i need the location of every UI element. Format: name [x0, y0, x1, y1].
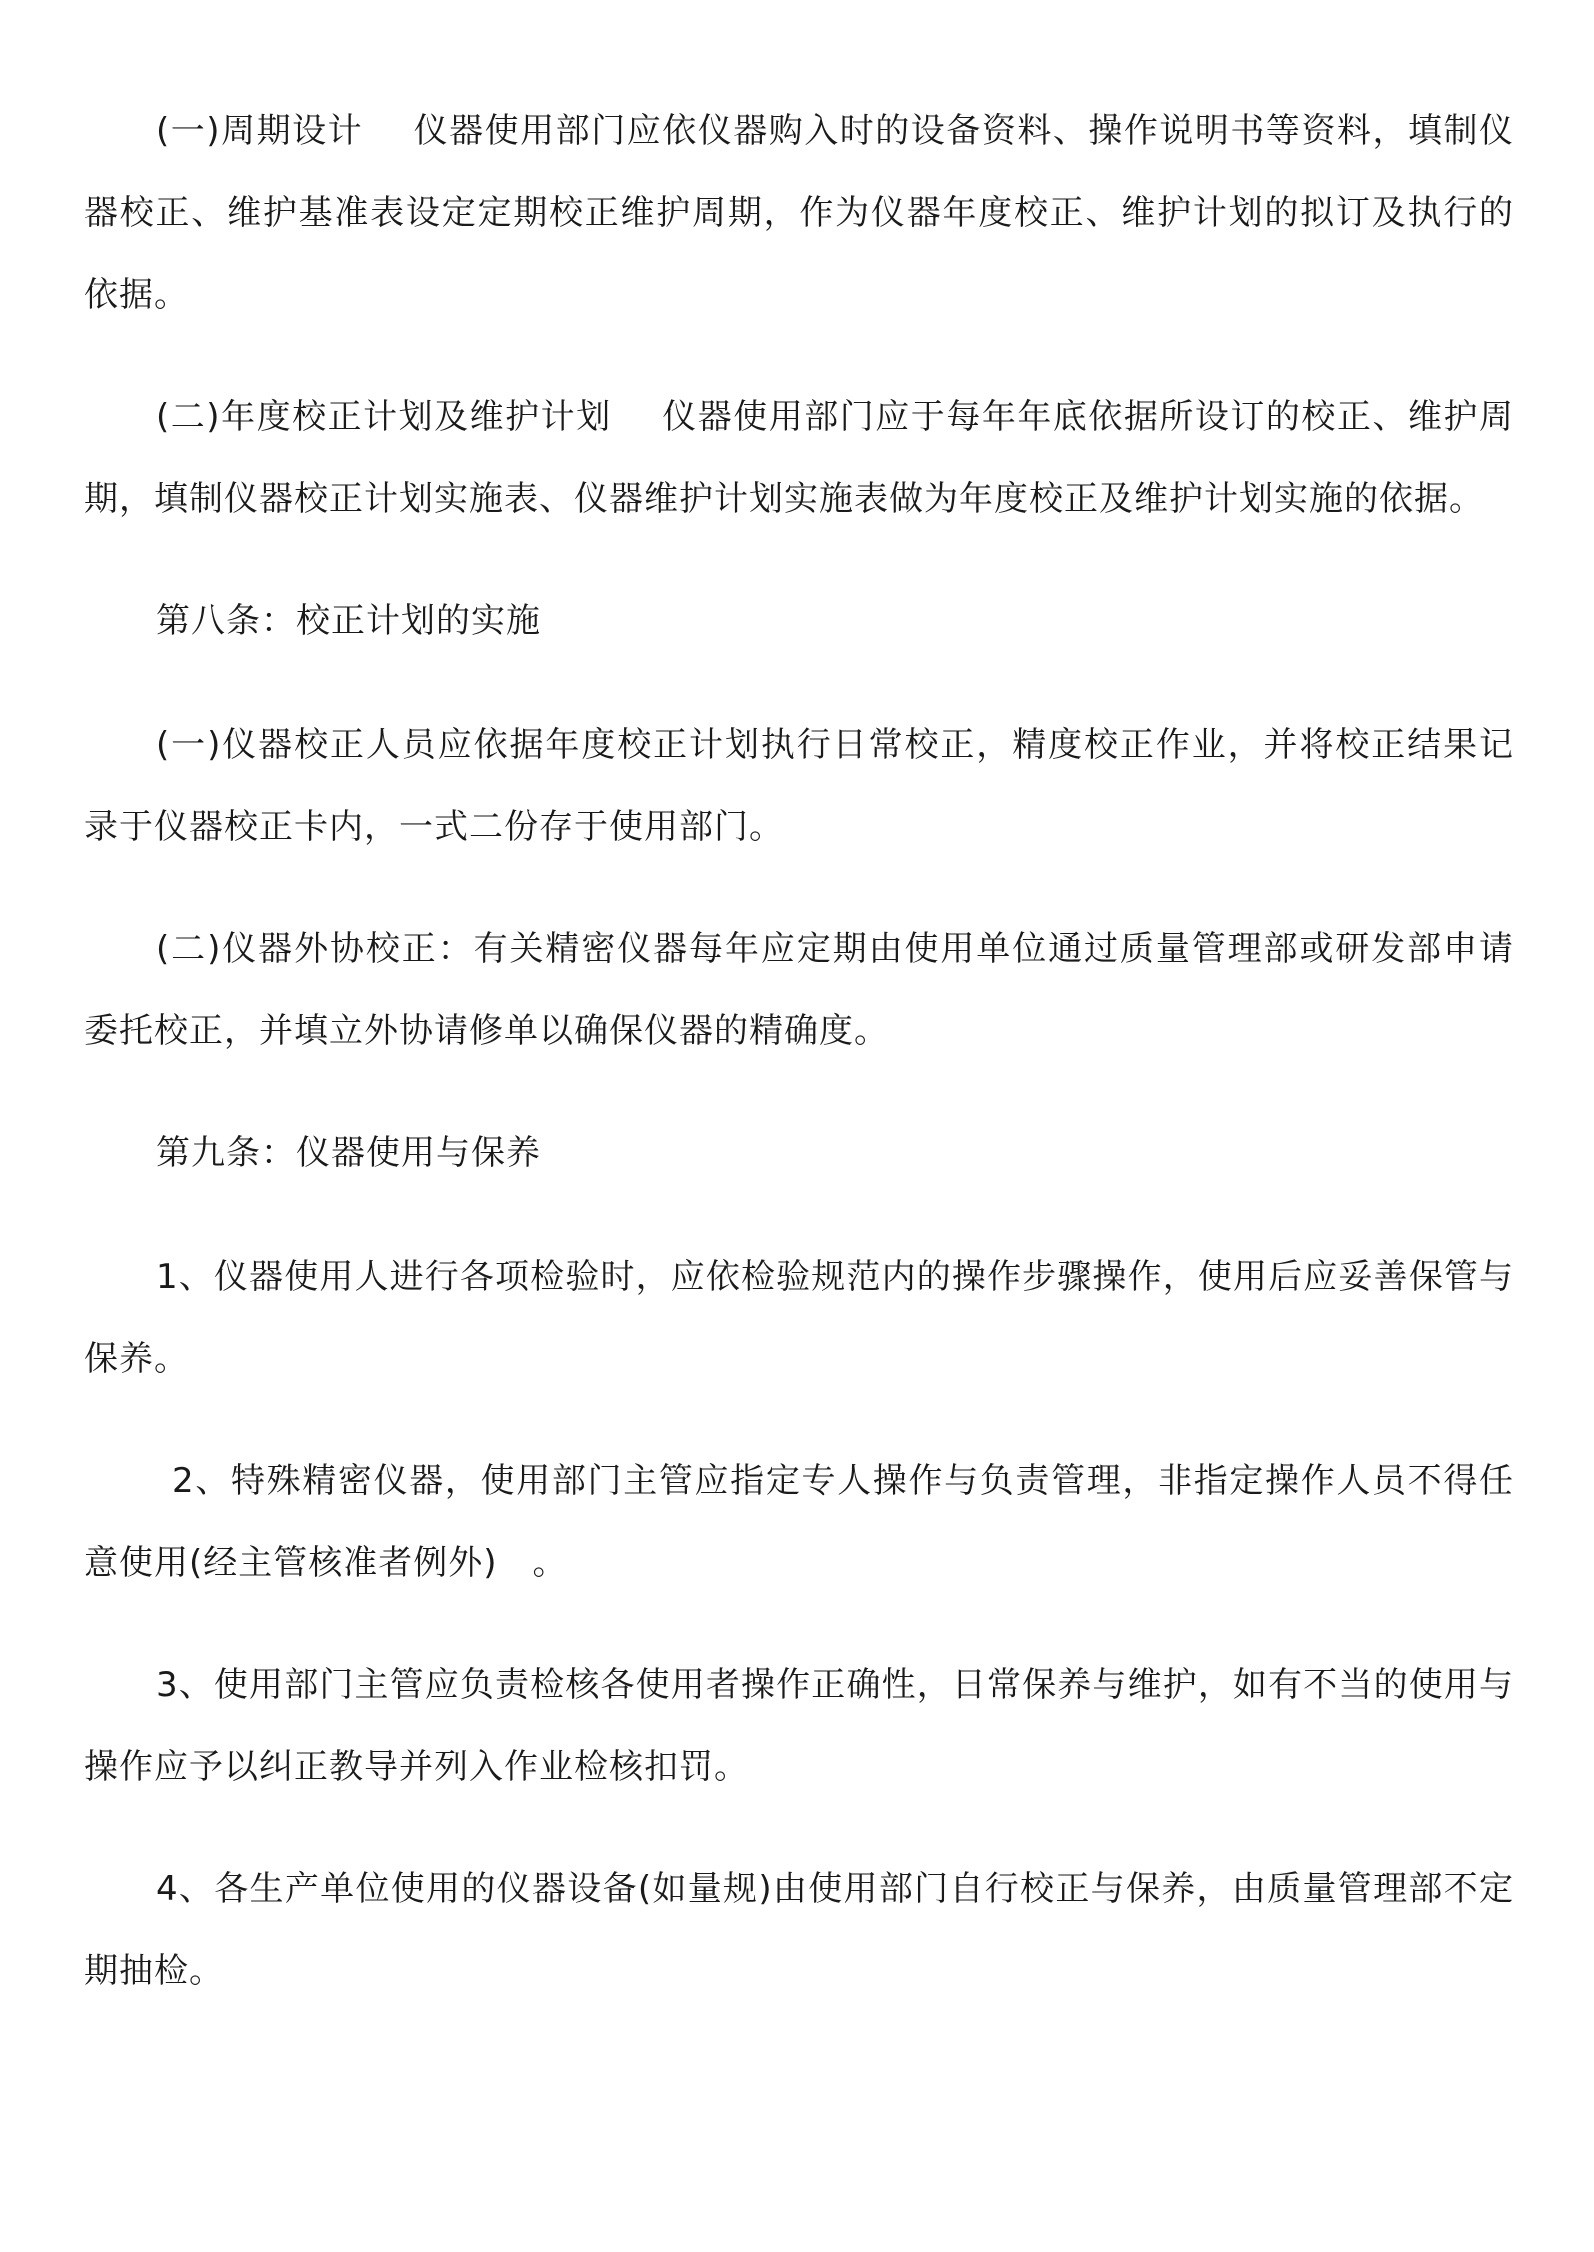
article-8-heading: 第八条：校正计划的实施: [156, 601, 541, 641]
paragraph-cycle-design: [84, 90, 1514, 336]
paragraph-external-calibration: (二)仪器外协校正：有关精密仪器每年应定期由使用单位通过质量管理部或研发部申请委托校正，并填立外协请修单以确保仪器的精确度。: [84, 929, 1514, 1051]
document-body: [84, 90, 1514, 2052]
list-item-3: 3、使用部门主管应负责检核各使用者操作正确性，日常保养与维护，如有不当的使用与操作应予以纠正教导并列入作业检核扣罚。: [84, 1665, 1514, 1787]
paragraph-lead: (一)周期设计: [156, 111, 364, 151]
paragraph-body: 仪器使用部门应于每年年底依据所设订的校正、维护周期，填制仪器校正计划实施表、仪器维护计划实施表做为年度校正及维护计划实施的依据。: [84, 397, 1514, 519]
list-item-2: 2、特殊精密仪器，使用部门主管应指定专人操作与负责管理，非指定操作人员不得任意使用(经主管核准者例外) 。: [84, 1461, 1514, 1583]
paragraph-daily-calibration: (一)仪器校正人员应依据年度校正计划执行日常校正，精度校正作业，并将校正结果记录于仪器校正卡内，一式二份存于使用部门。: [84, 725, 1514, 847]
paragraph-annual-plan: [84, 376, 1514, 540]
paragraph-lead: (二)年度校正计划及维护计划: [156, 397, 612, 437]
paragraph-body: 仪器使用部门应依仪器购入时的设备资料、操作说明书等资料，填制仪器校正、维护基准表设定定期校正维护周期，作为仪器年度校正、维护计划的拟订及执行的依据。: [84, 111, 1515, 315]
list-item-4: 4、各生产单位使用的仪器设备(如量规)由使用部门自行校正与保养，由质量管理部不定期抽检。: [84, 1869, 1514, 1991]
article-9-heading: 第九条：仪器使用与保养: [156, 1133, 541, 1173]
list-item-1: 1、仪器使用人进行各项检验时，应依检验规范内的操作步骤操作，使用后应妥善保管与保养。: [84, 1257, 1514, 1379]
